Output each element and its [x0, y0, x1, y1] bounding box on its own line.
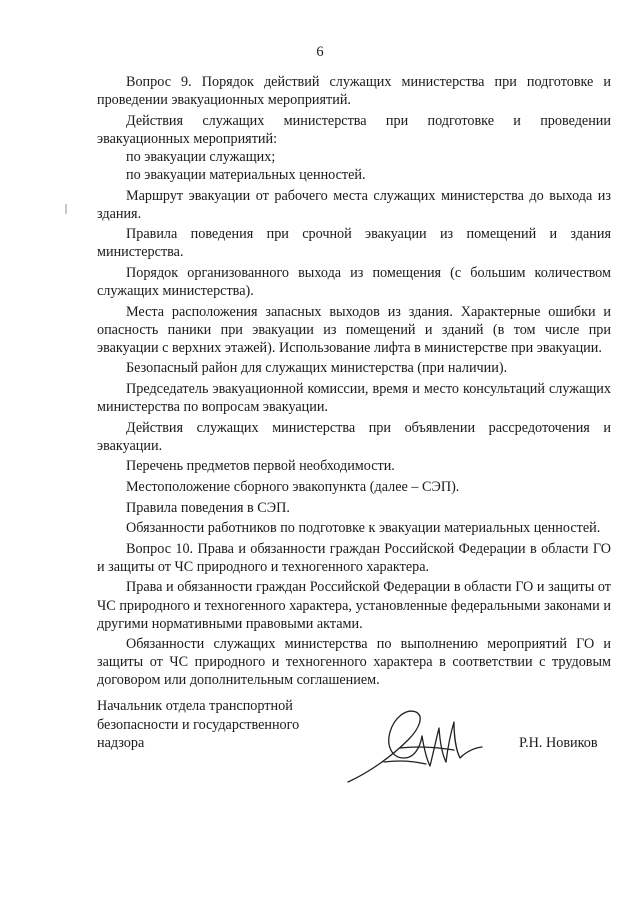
signatory-position-line: Начальник отдела транспортной — [97, 698, 293, 714]
paragraph: Правила поведения в СЭП. — [126, 499, 290, 516]
paragraph: Перечень предметов первой необходимости. — [126, 458, 395, 475]
list-item: по эвакуации материальных ценностей. — [126, 166, 366, 183]
paragraph: Права и обязанности граждан Российской Федерации в области ГО и защиты от ЧС природного и техногенного характера, установленные федеральными законами и другими нормативными правовыми актами. — [97, 579, 611, 632]
paragraph: Маршрут эвакуации от рабочего места служащих министерства до выхода из здания. — [97, 187, 611, 222]
signatory-position-line: безопасности и государственного — [97, 716, 300, 733]
handwritten-signature — [340, 706, 490, 788]
paragraph: Места расположения запасных выходов из здания. Характерные ошибки и опасность паники при эвакуации из помещений и зданий (в том числе при эвакуации с верхних этажей). Использование лифта в министерстве при эвакуации. — [97, 303, 611, 356]
paragraph: Местоположение сборного эвакопункта (далее – СЭП). — [126, 478, 460, 495]
paragraph: Безопасный район для служащих министерства (при наличии). — [126, 360, 508, 377]
paragraph: Вопрос 9. Порядок действий служащих министерства при подготовке и проведении эвакуационных мероприятий. — [97, 74, 611, 109]
paragraph: Обязанности служащих министерства по выполнению мероприятий ГО и защиты от ЧС природного и техногенного характера в соответствии с трудовым договором или дополнительным соглашением. — [97, 636, 611, 689]
signatory-name: Р.Н. Новиков — [519, 735, 598, 751]
paragraph: Порядок организованного выхода из помещения (с большим количеством служащих министерства). — [97, 264, 611, 300]
paragraph: Председатель эвакуационной комиссии, время и место консультаций служащих министерства по вопросам эвакуации. — [97, 381, 611, 416]
document-body — [97, 73, 611, 690]
paragraph: Правила поведения при срочной эвакуации из помещений и здания министерства. — [97, 226, 611, 261]
margin-mark — [63, 203, 69, 215]
paragraph: Обязанности работников по подготовке к эвакуации материальных ценностей. — [126, 520, 601, 537]
paragraph: Вопрос 10. Права и обязанности граждан Российской Федерации в области ГО и защиты от ЧС природного и техногенного характера. — [97, 540, 611, 575]
signatory-position — [97, 697, 327, 753]
page-number: 6 — [316, 44, 324, 60]
signatory-position-line: надзора — [97, 735, 145, 751]
list-item: по эвакуации служащих; — [126, 148, 276, 165]
paragraph: Действия служащих министерства при подготовке и проведении эвакуационных мероприятий: — [97, 112, 611, 147]
paragraph: Действия служащих министерства при объявлении рассредоточения и эвакуации. — [97, 419, 611, 454]
